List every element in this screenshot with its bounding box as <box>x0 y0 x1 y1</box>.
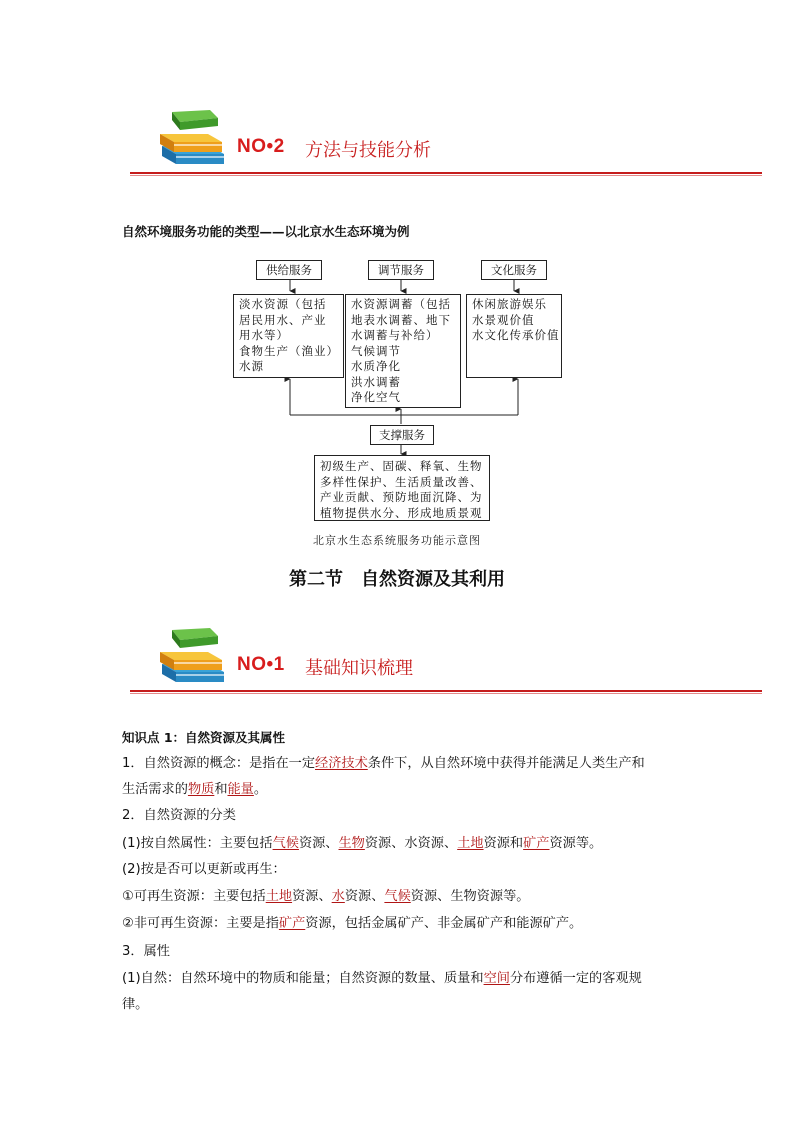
diagram-caption: 北京水生态系统服务功能示意图 <box>313 534 481 547</box>
highlight-keyword: 物质 <box>187 782 215 797</box>
paragraph-7 <box>122 915 582 933</box>
paragraph-8: 3．属性 <box>122 944 170 959</box>
content-line: 产业贡献、预防地面沉降、为 <box>320 490 483 504</box>
content-line: 水景观价值 <box>472 312 535 327</box>
content-line: 净化空气 <box>351 390 401 404</box>
highlight-keyword: 气候 <box>384 889 411 904</box>
content-line: 用水等） <box>239 328 289 342</box>
content-line: 洪水调蓄 <box>351 374 401 389</box>
text: 。 <box>253 782 268 797</box>
highlight-keyword: 水 <box>331 889 345 904</box>
paragraph-9 <box>122 970 642 988</box>
highlight-keyword: 空间 <box>483 971 510 986</box>
content-line: 水资源调蓄（包括 <box>351 297 451 311</box>
text: 资源等。 <box>549 836 603 851</box>
content-line: 地表水调蓄、地下 <box>351 312 451 327</box>
text: 条件下，从自然环境中获得并能满足人类生产和 <box>367 756 645 771</box>
support-service-label: 支撑服务 <box>379 428 425 442</box>
paragraph-1 <box>122 755 645 773</box>
support-service-content <box>314 455 490 521</box>
divider-line-shadow <box>130 693 762 694</box>
knowledge-point-title: 知识点 1：自然资源及其属性 <box>122 730 286 745</box>
text: 资源、 <box>292 889 332 904</box>
culture-service-box <box>481 260 547 280</box>
culture-service-content <box>466 294 562 378</box>
highlight-keyword: 矿产 <box>278 916 306 931</box>
content-line: 水文化传承价值 <box>472 328 560 342</box>
culture-service-label: 文化服务 <box>491 263 537 277</box>
content-line: 多样性保护、生活质量改善、 <box>320 474 483 489</box>
highlight-keyword: 土地 <box>457 836 484 851</box>
regulate-service-label: 调节服务 <box>378 263 424 277</box>
text: ②非可再生资源：主要是指 <box>122 916 279 931</box>
text: ①可再生资源：主要包括 <box>122 889 266 904</box>
content-line: 植物提供水分、形成地质景观 <box>320 505 483 520</box>
section-heading: 第二节 自然资源及其利用 <box>289 569 505 590</box>
content-line: 水调蓄与补给） <box>351 328 439 342</box>
section-banner-basics <box>130 626 762 706</box>
supply-service-box <box>256 260 322 280</box>
divider-line <box>130 690 762 692</box>
text: 分布遵循一定的客观规 <box>509 971 642 986</box>
section-title: 方法与技能分析 <box>305 140 431 161</box>
text: 资源、 <box>298 836 339 851</box>
paragraph-4 <box>122 835 602 853</box>
text: 资源、水资源、 <box>364 836 458 851</box>
highlight-keyword: 矿产 <box>523 836 550 851</box>
paragraph-10: 律。 <box>122 997 149 1012</box>
paragraph-3: 2．自然资源的分类 <box>122 808 236 823</box>
paragraph-2 <box>122 781 267 799</box>
supply-service-content <box>233 294 344 378</box>
highlight-keyword: 经济技术 <box>315 756 368 771</box>
text: 资源和 <box>483 836 524 851</box>
paragraph-5: (2)按是否可以更新或再生： <box>122 862 286 877</box>
content-line: 初级生产、固碳、释氧、生物 <box>320 459 483 473</box>
content-line: 休闲旅游娱乐 <box>472 297 547 311</box>
text: 资源，包括金属矿产、非金属矿产和能源矿产。 <box>305 916 583 931</box>
content-line: 水质净化 <box>351 359 401 373</box>
paragraph-6 <box>122 888 529 906</box>
regulate-service-box <box>368 260 434 280</box>
diagram-title: 自然环境服务功能的类型——以北京水生态环境为例 <box>122 224 410 239</box>
text: (1)按自然属性：主要包括 <box>122 836 273 851</box>
section-title: 基础知识梳理 <box>305 658 413 679</box>
text: 生活需求的 <box>122 782 188 797</box>
text: 1．自然资源的概念：是指在一定 <box>122 756 316 771</box>
books-stack-icon <box>152 626 232 688</box>
highlight-keyword: 气候 <box>272 836 299 851</box>
content-line: 食物生产（渔业） <box>239 343 339 358</box>
content-line: 居民用水、产业 <box>239 312 327 327</box>
content-line: 淡水资源（包括 <box>239 297 327 311</box>
highlight-keyword: 土地 <box>265 889 293 904</box>
regulate-service-content <box>345 294 461 408</box>
content-line: 气候调节 <box>351 343 401 358</box>
highlight-keyword: 生物 <box>338 836 365 851</box>
section-number-label: NO•2 <box>237 136 285 157</box>
highlight-keyword: 能量 <box>227 782 254 797</box>
text: 和 <box>214 782 228 797</box>
supply-service-label: 供给服务 <box>266 263 312 277</box>
text: (1)自然：自然环境中的物质和能量；自然资源的数量、质量和 <box>122 971 484 986</box>
content-line: 水源 <box>239 359 264 373</box>
text: 资源、生物资源等。 <box>410 889 530 904</box>
text: 资源、 <box>344 889 385 904</box>
section-number-label: NO•1 <box>237 654 285 675</box>
support-service-box <box>370 425 434 445</box>
